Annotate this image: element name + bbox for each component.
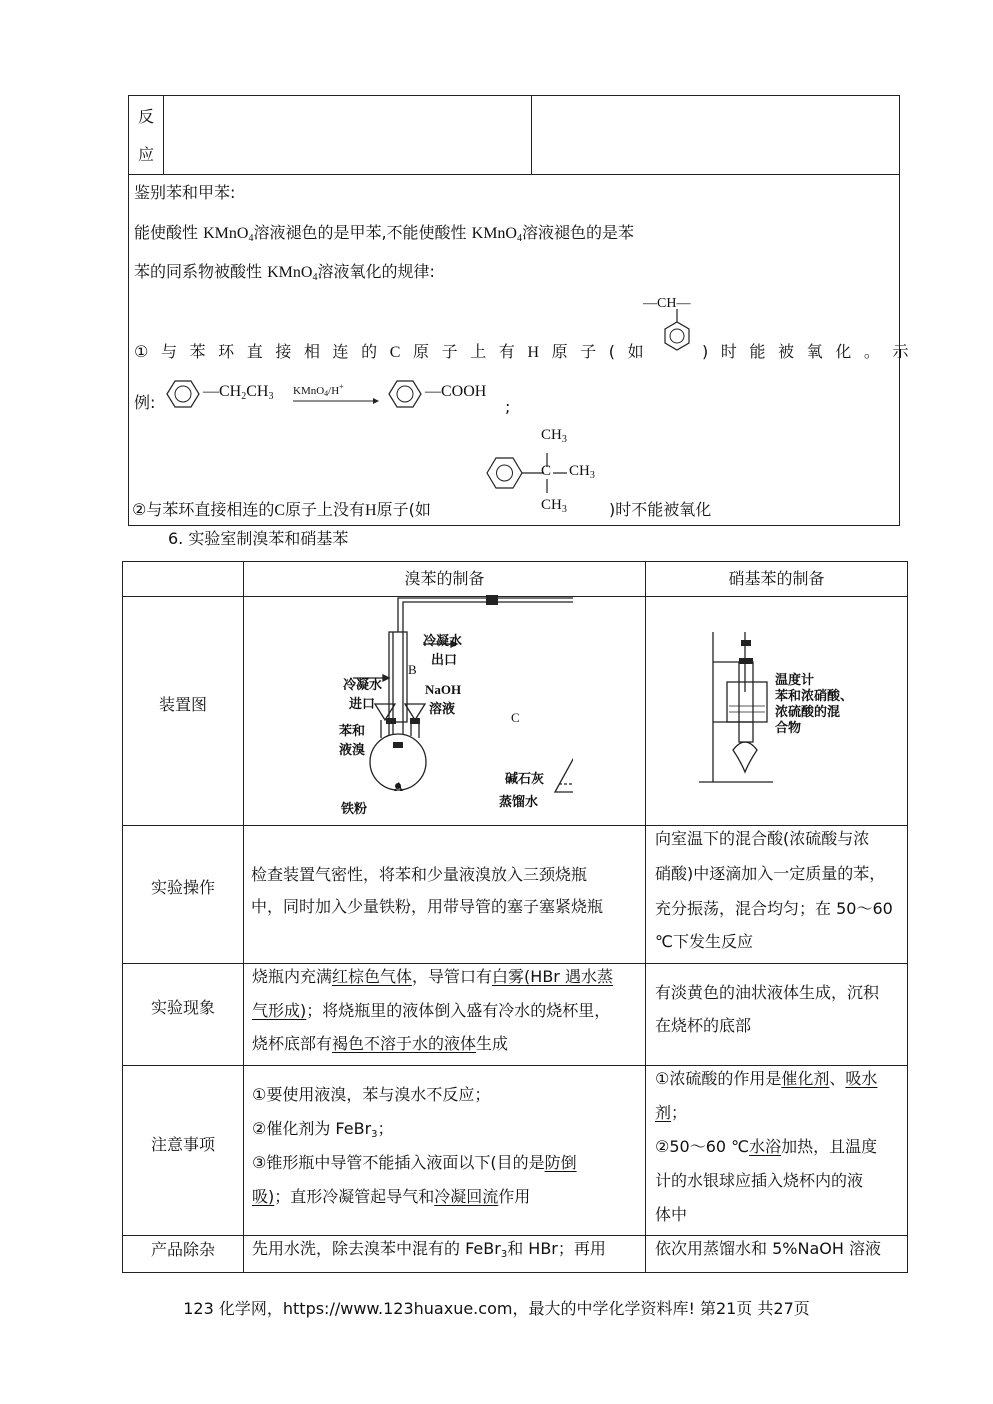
condenser-b-label: B: [408, 662, 417, 677]
oxidation-rule-title: 苯的同系物被酸性 KMnO$_4$溶液氧化的规律:: [134, 262, 435, 283]
row-label-notes: 注意事项: [150, 1135, 215, 1154]
operation-bromo-line: 检查装置气密性，将苯和少量液溴放入三颈烧瓶: [251, 865, 588, 884]
nitrobenzene-apparatus-diagram: [693, 622, 783, 792]
ch-group-label: —CH—: [643, 296, 691, 311]
rule-1-line-end: )时能被氧化。示: [702, 342, 922, 361]
phenomenon-bromo-line: 烧瓶内充满红棕色气体，导管口有白雾(HBr 遇水蒸: [252, 967, 613, 986]
notes-bromo-line: ①要使用液溴，苯与溴水不反应；: [252, 1085, 491, 1104]
methyl-top: $CH_3$: [541, 427, 567, 445]
reaction-label-char: 应: [138, 145, 155, 164]
semicolon: ;: [505, 397, 511, 416]
soda-lime-label: 碱石灰: [505, 771, 545, 786]
column-divider: [645, 562, 646, 1272]
drying-tube-c-label: C: [511, 710, 520, 725]
header-bromobenzene: 溴苯的制备: [404, 569, 485, 588]
notes-nitro-line: ①浓硫酸的作用是催化剂、吸水: [655, 1069, 878, 1088]
reaction-label-char: 反: [138, 107, 155, 126]
reaction-arrow-icon: [291, 396, 379, 406]
acid-mixture-label: 苯和浓硝酸、 浓硫酸的混 合物: [775, 688, 854, 735]
preparation-table: [122, 561, 908, 1273]
operation-nitro-line: 充分振荡，混合均匀；在 50～60: [655, 899, 893, 918]
column-divider: [163, 96, 164, 174]
column-divider: [243, 562, 244, 1272]
phenomenon-nitro-line: 在烧杯的底部: [655, 1016, 752, 1035]
identify-title: 鉴别苯和甲苯:: [134, 183, 236, 202]
methyl-bottom: $CH_3$: [541, 497, 567, 515]
notes-nitro-line: 计的水银球应插入烧杯内的液: [655, 1171, 864, 1190]
ethyl-group: $—CH_2CH_3$: [203, 383, 274, 402]
phenomenon-nitro-line: 有淡黄色的油状液体生成，沉积: [655, 983, 880, 1002]
benzene-bromine-label: 苯和 液溴: [339, 723, 366, 757]
notes-nitro-line: ②50～60 ℃水浴加热，且温度: [655, 1137, 878, 1156]
quaternary-carbon: C: [541, 463, 552, 479]
rule-2-line: ②与苯环直接相连的C原子上没有H原子(如: [132, 500, 431, 519]
page-footer: 123 化学网，https://www.123huaxue.com，最大的中学化学资料库! 第21页 共27页: [183, 1299, 810, 1318]
rule-2-line-end: )时不能被氧化: [609, 500, 712, 519]
thermometer-label: 温度计: [775, 672, 815, 687]
purification-bromo-line: 先用水洗，除去溴苯中混有的 FeBr$_3$和 HBr；再用: [252, 1239, 606, 1260]
rule-1-line: ①与苯环直接相连的C原子上有H原子(如: [134, 342, 657, 361]
reaction-table: [128, 95, 922, 526]
operation-nitro-line: 硝酸)中逐滴加入一定质量的苯，: [655, 864, 886, 883]
example-label: 例:: [134, 393, 156, 412]
operation-nitro-line: ℃下发生反应: [655, 932, 753, 951]
notes-bromo-line: ③锥形瓶中导管不能插入液面以下(目的是防倒: [252, 1153, 577, 1172]
column-divider: [531, 96, 532, 174]
iron-powder-label: 铁粉: [341, 801, 368, 816]
notes-nitro-line: 体中: [655, 1205, 688, 1224]
benzene-ring-icon: [159, 374, 205, 414]
notes-bromo-line: 吸)；直形冷凝管起导气和冷凝回流作用: [252, 1187, 531, 1206]
phenomenon-bromo-line: 烧杯底部有褐色不溶于水的液体生成: [252, 1034, 509, 1053]
row-label-purification: 产品除杂: [150, 1240, 215, 1259]
row-divider: [129, 174, 899, 175]
purification-nitro-line: 依次用蒸馏水和 5%NaOH 溶液: [655, 1239, 881, 1258]
operation-bromo-line: 中，同时加入少量铁粉，用带导管的塞子塞紧烧瓶: [251, 897, 604, 916]
phenomenon-bromo-line: 气形成)；将烧瓶里的液体倒入盛有冷水的烧杯里，: [252, 1001, 611, 1020]
distilled-water-label: 蒸馏水: [499, 794, 539, 809]
naoh-solution-label: NaOH 溶液: [425, 682, 462, 716]
flask-a-label: A: [394, 779, 404, 794]
methyl-right: $CH_3$: [569, 463, 595, 481]
cold-water-inlet-label: 冷凝水 进口: [343, 677, 383, 711]
notes-nitro-line: 剂；: [655, 1103, 688, 1122]
section-title: 6. 实验室制溴苯和硝基苯: [168, 529, 349, 548]
notes-bromo-line: ②催化剂为 FeBr$_3$；: [252, 1119, 394, 1140]
row-label-operation: 实验操作: [150, 878, 215, 897]
carboxyl-group: —COOH: [425, 383, 487, 400]
row-label-phenomenon: 实验现象: [150, 998, 215, 1017]
operation-nitro-line: 向室温下的混合酸(浓硫酸与浓: [655, 829, 870, 848]
row-label-apparatus: 装置图: [158, 695, 207, 714]
cold-water-outlet-label: 冷凝水 出口: [423, 633, 463, 667]
reaction-reagent: KMnO4/H+: [293, 382, 344, 398]
header-nitrobenzene: 硝基苯的制备: [728, 569, 825, 588]
identify-line: 能使酸性 KMnO$_4$溶液褪色的是甲苯,不能使酸性 KMnO$_4$溶液褪色的是苯: [134, 223, 634, 244]
benzene-ring-icon: [381, 374, 427, 414]
